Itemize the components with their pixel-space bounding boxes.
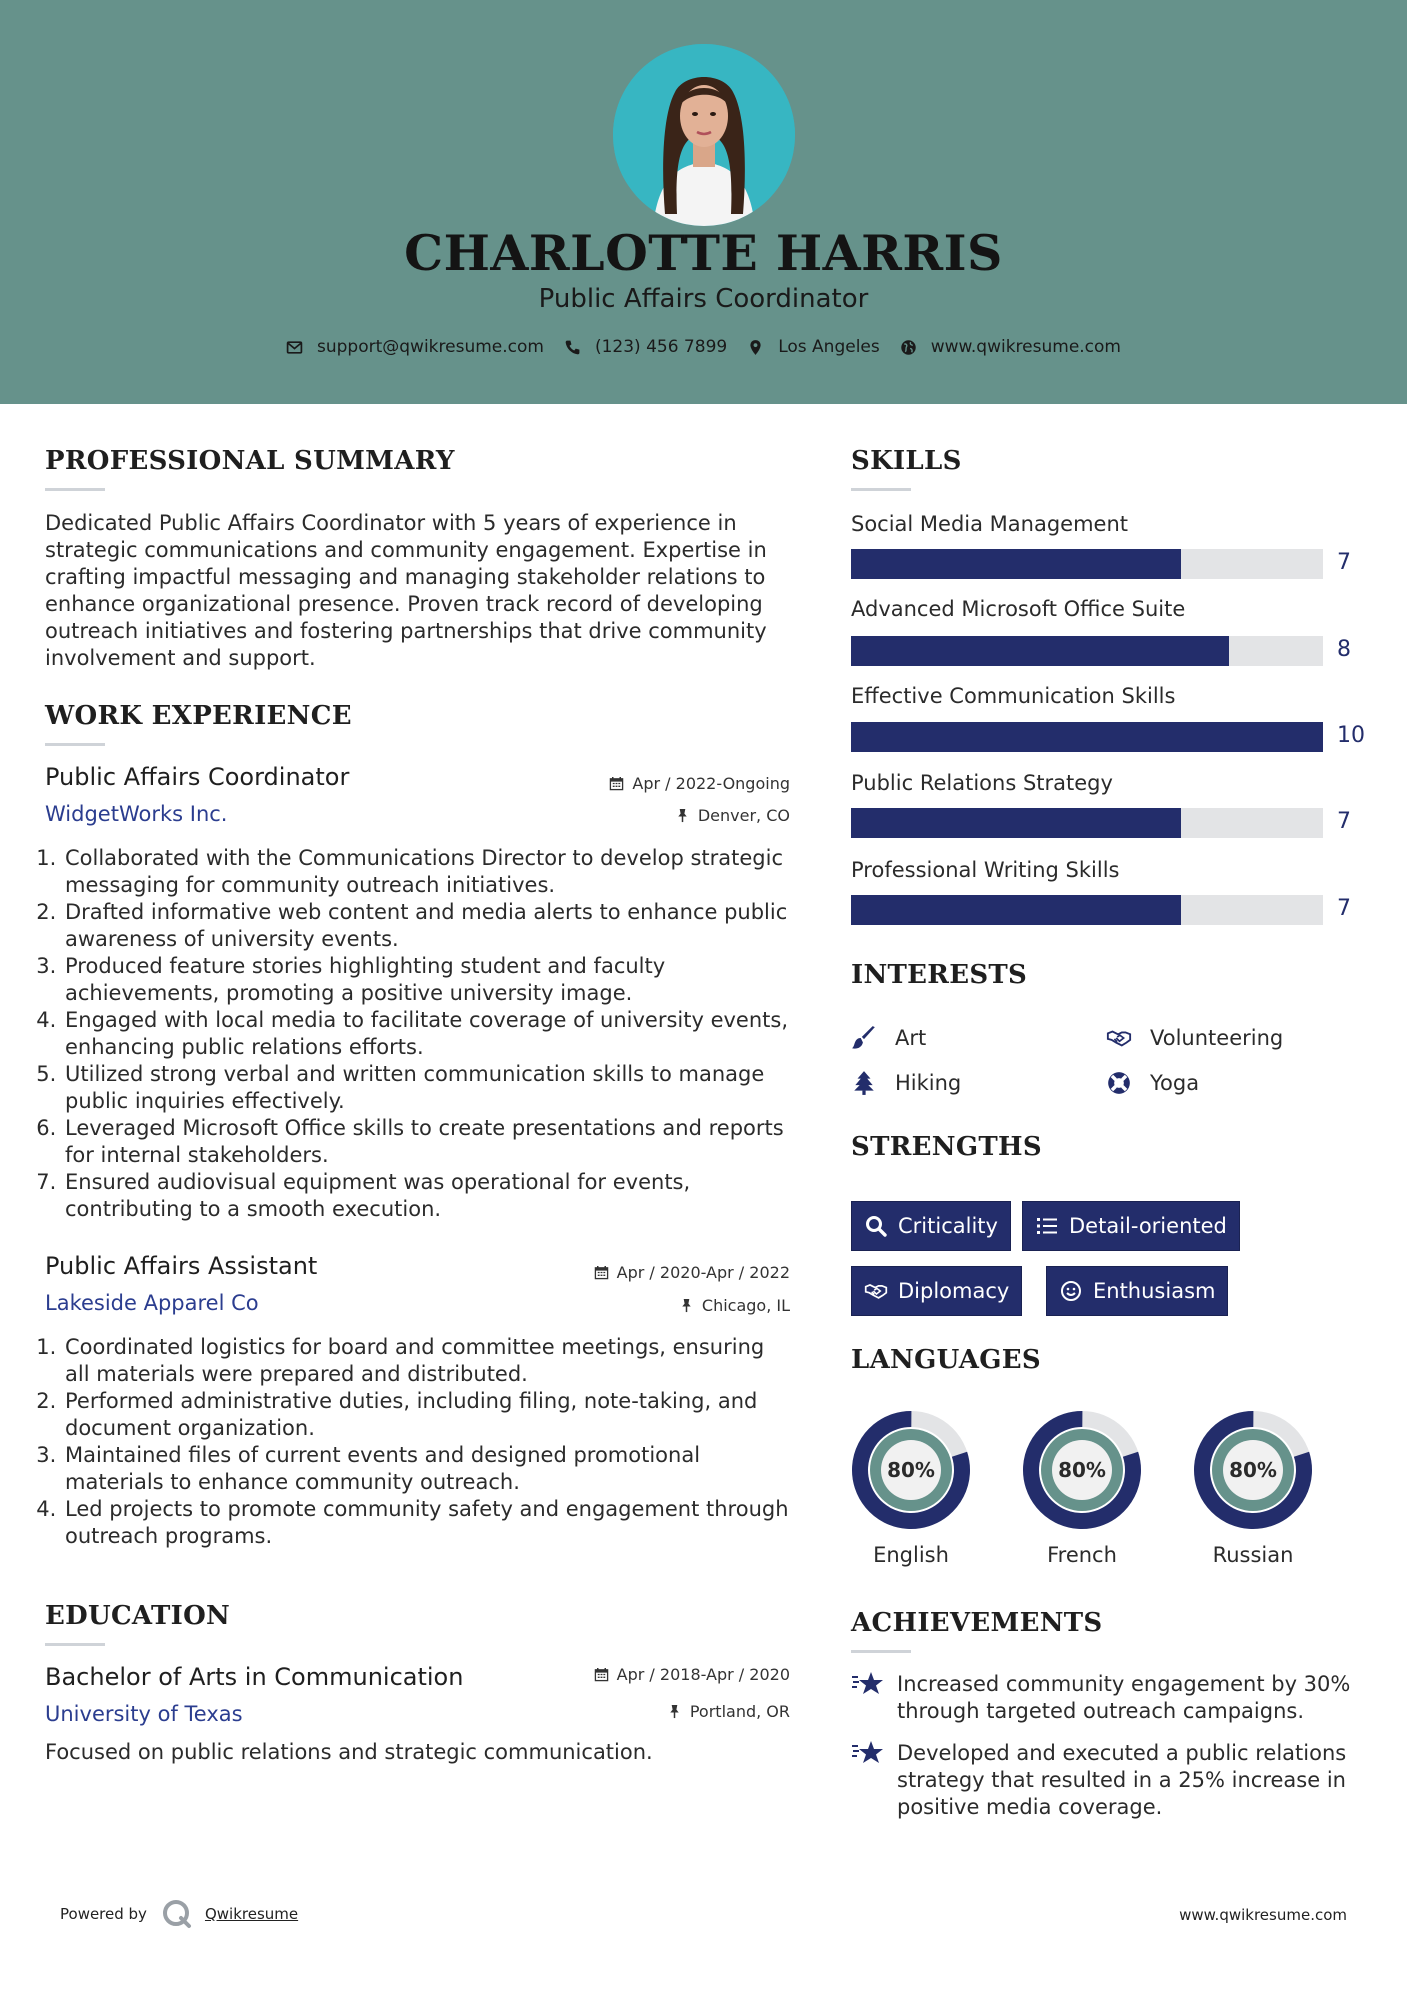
interest-label: Volunteering bbox=[1150, 1026, 1284, 1050]
job-bullets bbox=[45, 845, 795, 1223]
language-name: French bbox=[1047, 1543, 1117, 1567]
calendar-icon bbox=[594, 1667, 609, 1682]
qwikresume-logo-icon bbox=[161, 1898, 193, 1930]
list-item: 2. Performed administrative duties, including filing, note-taking, and document organization. bbox=[63, 1388, 795, 1442]
skill-bar bbox=[851, 895, 1323, 925]
contact-bar bbox=[0, 337, 1407, 357]
interest-item bbox=[851, 1070, 961, 1096]
calendar-icon bbox=[609, 776, 624, 791]
skills-rule bbox=[851, 488, 911, 491]
star-award-icon bbox=[851, 1669, 885, 1699]
contact-location bbox=[747, 337, 880, 357]
profile-photo bbox=[613, 44, 795, 226]
experience-rule bbox=[45, 743, 105, 746]
list-icon bbox=[1035, 1214, 1059, 1238]
smile-icon bbox=[1059, 1279, 1083, 1303]
phone-icon bbox=[564, 339, 581, 356]
list-item: 1. Coordinated logistics for board and committee meetings, ensuring all materials were prepared and distributed. bbox=[63, 1334, 795, 1388]
achievement-item bbox=[851, 1740, 1361, 1821]
pushpin-icon bbox=[679, 1298, 694, 1313]
skill-value: 7 bbox=[1337, 550, 1351, 575]
summary-title: PROFESSIONAL SUMMARY bbox=[45, 446, 455, 476]
skill-bar bbox=[851, 808, 1323, 838]
skill-bar bbox=[851, 549, 1323, 579]
language-item bbox=[1021, 1409, 1143, 1567]
list-item: 7. Ensured audiovisual equipment was operational for events, contributing to a smooth execution. bbox=[63, 1169, 795, 1223]
pushpin-icon bbox=[667, 1704, 682, 1719]
contact-phone[interactable] bbox=[564, 337, 727, 357]
resume-header bbox=[0, 0, 1407, 404]
language-item bbox=[850, 1409, 972, 1567]
language-percent: 80% bbox=[1058, 1458, 1106, 1482]
skill-bar-fill bbox=[851, 549, 1181, 579]
email-text: support@qwikresume.com bbox=[317, 337, 544, 357]
skill-label: Professional Writing Skills bbox=[851, 858, 1120, 882]
skill-value: 8 bbox=[1337, 637, 1351, 662]
skill-value: 10 bbox=[1337, 723, 1365, 748]
interest-item bbox=[851, 1025, 926, 1051]
education-dates bbox=[490, 1665, 790, 1684]
calendar-icon bbox=[594, 1265, 609, 1280]
summary-text: Dedicated Public Affairs Coordinator with 5 years of experience in strategic communications and community engagement. Expertise in crafting impactful messaging and managing stakeholder relations to enhance organizational presence. Proven track record of developing outreach initiatives and fostering partnerships that drive community involvement and support. bbox=[45, 511, 767, 670]
interest-label: Hiking bbox=[895, 1071, 962, 1095]
strength-chip bbox=[1046, 1266, 1228, 1316]
life-ring-icon bbox=[1106, 1070, 1132, 1096]
skill-label: Advanced Microsoft Office Suite bbox=[851, 597, 1186, 621]
language-item bbox=[1192, 1409, 1314, 1567]
website-text: www.qwikresume.com bbox=[930, 337, 1121, 357]
language-ring bbox=[1192, 1409, 1314, 1531]
handshake-icon bbox=[864, 1279, 888, 1303]
list-item: 3. Produced feature stories highlighting student and faculty achievements, promoting a positive university image. bbox=[63, 953, 795, 1007]
education-location-text: Portland, OR bbox=[689, 1702, 790, 1721]
list-item: 3. Maintained files of current events and designed promotional materials to enhance community outreach. bbox=[63, 1442, 795, 1496]
strength-label: Criticality bbox=[898, 1214, 998, 1238]
list-item: 5. Utilized strong verbal and written communication skills to manage public inquiries effectively. bbox=[63, 1061, 795, 1115]
job-dates-text: Apr / 2022-Ongoing bbox=[632, 774, 790, 793]
job-dates bbox=[490, 774, 790, 793]
skill-label: Social Media Management bbox=[851, 512, 1129, 536]
paint-brush-icon bbox=[851, 1025, 877, 1051]
achievements-title: ACHIEVEMENTS bbox=[851, 1608, 1103, 1638]
interest-item bbox=[1106, 1070, 1199, 1096]
star-award-icon bbox=[851, 1738, 885, 1768]
interest-label: Yoga bbox=[1150, 1071, 1200, 1095]
job-title: Public Affairs Assistant bbox=[45, 1252, 318, 1280]
achievement-text: Developed and executed a public relations strategy that resulted in a 25% increase in positive media coverage. bbox=[897, 1741, 1347, 1819]
skill-bar-fill bbox=[851, 895, 1181, 925]
job-dates-text: Apr / 2020-Apr / 2022 bbox=[616, 1263, 790, 1282]
interest-label: Art bbox=[895, 1026, 927, 1050]
candidate-name: CHARLOTTE HARRIS bbox=[404, 224, 1003, 282]
map-marker-icon bbox=[747, 339, 764, 356]
summary-rule bbox=[45, 488, 105, 491]
globe-icon bbox=[900, 339, 917, 356]
list-item: 4. Engaged with local media to facilitate coverage of university events, enhancing public relations efforts. bbox=[63, 1007, 795, 1061]
language-name: Russian bbox=[1212, 1543, 1294, 1567]
strength-label: Diplomacy bbox=[898, 1279, 1010, 1303]
skills-title: SKILLS bbox=[851, 446, 962, 476]
language-percent: 80% bbox=[887, 1458, 935, 1482]
job-title: Public Affairs Coordinator bbox=[45, 763, 350, 791]
job-location bbox=[490, 1296, 790, 1315]
handshake-icon bbox=[1106, 1025, 1132, 1051]
pushpin-icon bbox=[675, 808, 690, 823]
job-location-text: Chicago, IL bbox=[701, 1296, 790, 1315]
degree-title: Bachelor of Arts in Communication bbox=[45, 1663, 464, 1691]
school-name: University of Texas bbox=[45, 1702, 243, 1726]
contact-email[interactable] bbox=[286, 337, 544, 357]
skill-bar bbox=[851, 722, 1323, 752]
education-location bbox=[490, 1702, 790, 1721]
company-name: Lakeside Apparel Co bbox=[45, 1291, 259, 1315]
contact-website[interactable] bbox=[900, 337, 1121, 357]
powered-by-text: Powered by bbox=[60, 1905, 147, 1923]
strengths-title: STRENGTHS bbox=[851, 1132, 1042, 1162]
education-rule bbox=[45, 1643, 105, 1646]
skill-bar bbox=[851, 636, 1323, 666]
education-note: Focused on public relations and strategic communication. bbox=[45, 1740, 653, 1764]
skill-value: 7 bbox=[1337, 896, 1351, 921]
languages-title: LANGUAGES bbox=[851, 1345, 1041, 1375]
language-percent: 80% bbox=[1229, 1458, 1277, 1482]
skill-label: Effective Communication Skills bbox=[851, 684, 1176, 708]
job-location bbox=[490, 806, 790, 825]
skill-bar-fill bbox=[851, 636, 1229, 666]
language-ring bbox=[850, 1409, 972, 1531]
language-name: English bbox=[873, 1543, 949, 1567]
search-icon bbox=[864, 1214, 888, 1238]
tree-icon bbox=[851, 1070, 877, 1096]
interests-title: INTERESTS bbox=[851, 960, 1028, 990]
language-ring bbox=[1021, 1409, 1143, 1531]
skill-bar-fill bbox=[851, 722, 1323, 752]
envelope-icon bbox=[286, 339, 303, 356]
list-item: 4. Led projects to promote community safety and engagement through outreach programs. bbox=[63, 1496, 795, 1550]
phone-text: (123) 456 7899 bbox=[594, 337, 728, 357]
skill-value: 7 bbox=[1337, 809, 1351, 834]
job-dates bbox=[490, 1263, 790, 1282]
footer-url[interactable]: www.qwikresume.com bbox=[1179, 1906, 1347, 1924]
list-item: 2. Drafted informative web content and media alerts to enhance public awareness of university events. bbox=[63, 899, 795, 953]
interest-item bbox=[1106, 1025, 1283, 1051]
company-name: WidgetWorks Inc. bbox=[45, 802, 228, 826]
education-title: EDUCATION bbox=[45, 1601, 231, 1631]
footer-brand-link[interactable]: Qwikresume bbox=[204, 1905, 299, 1923]
skill-bar-fill bbox=[851, 808, 1181, 838]
footer-powered-by bbox=[60, 1898, 298, 1930]
achievements-rule bbox=[851, 1650, 911, 1653]
location-text: Los Angeles bbox=[778, 337, 880, 357]
candidate-role: Public Affairs Coordinator bbox=[538, 284, 869, 314]
list-item: 6. Leveraged Microsoft Office skills to create presentations and reports for internal stakeholders. bbox=[63, 1115, 795, 1169]
strength-label: Enthusiasm bbox=[1093, 1279, 1216, 1303]
strength-chip bbox=[851, 1201, 1011, 1251]
job-bullets bbox=[45, 1334, 795, 1550]
strength-chip bbox=[1022, 1201, 1240, 1251]
job-location-text: Denver, CO bbox=[697, 806, 790, 825]
education-dates-text: Apr / 2018-Apr / 2020 bbox=[616, 1665, 790, 1684]
strength-label: Detail-oriented bbox=[1069, 1214, 1227, 1238]
achievement-item bbox=[851, 1671, 1361, 1725]
skill-label: Public Relations Strategy bbox=[851, 771, 1113, 795]
strength-chip bbox=[851, 1266, 1022, 1316]
experience-title: WORK EXPERIENCE bbox=[45, 701, 352, 731]
achievement-text: Increased community engagement by 30% through targeted outreach campaigns. bbox=[897, 1672, 1351, 1723]
list-item: 1. Collaborated with the Communications Director to develop strategic messaging for community outreach initiatives. bbox=[63, 845, 795, 899]
